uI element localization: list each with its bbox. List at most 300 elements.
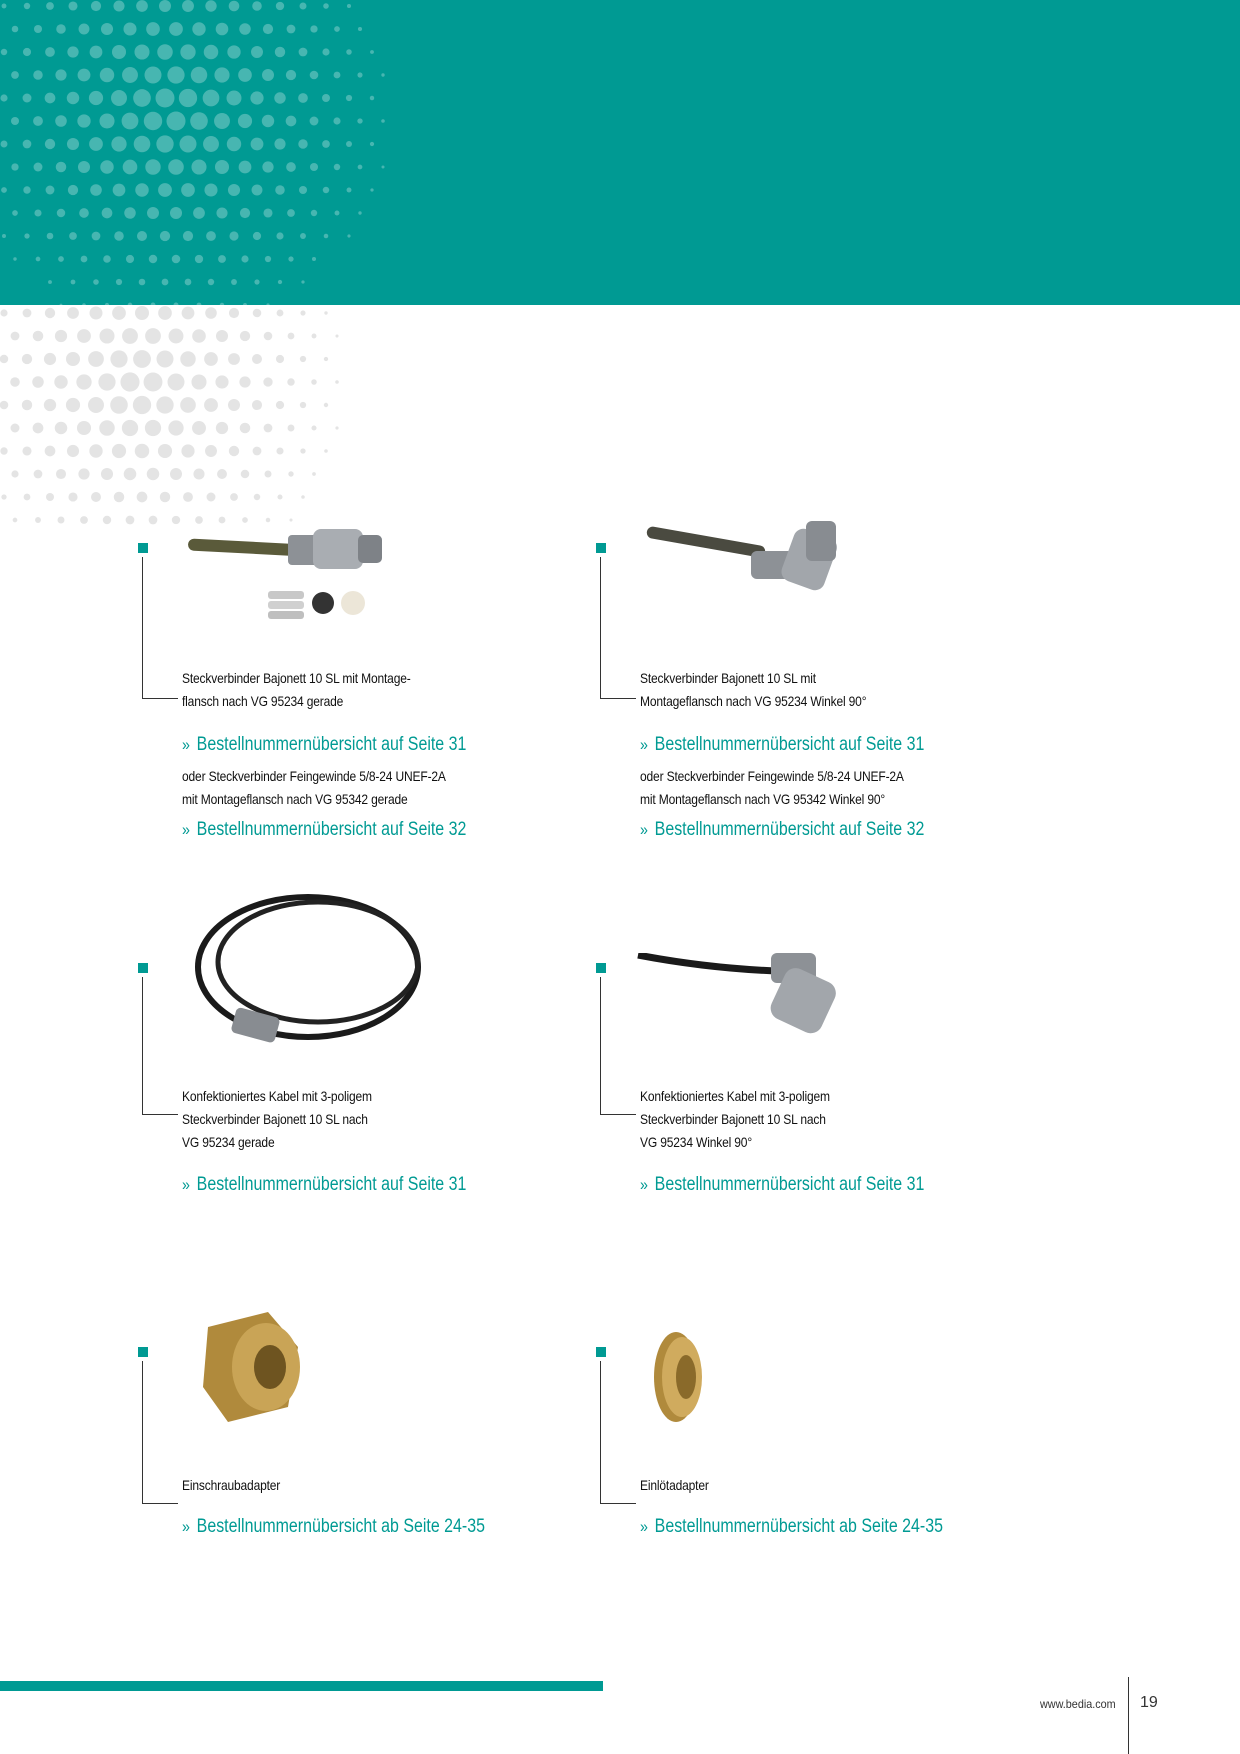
dot	[207, 493, 216, 502]
dot	[276, 232, 283, 239]
dot	[99, 328, 114, 343]
dot	[99, 420, 114, 435]
dot-pattern-decoration	[0, 305, 480, 545]
dot	[251, 46, 263, 58]
dot	[11, 163, 18, 170]
dot	[287, 378, 294, 385]
order-overview-link[interactable]: » Bestellnummernübersicht ab Seite 24-35	[182, 1516, 486, 1537]
dot	[156, 396, 173, 413]
dot	[262, 115, 274, 127]
dot	[192, 22, 205, 35]
dot	[93, 279, 99, 285]
product-item-screw-adapter	[138, 1347, 608, 1677]
dot	[160, 231, 170, 241]
dot	[241, 470, 250, 479]
dot	[36, 257, 41, 262]
dot	[24, 3, 30, 9]
dot	[238, 114, 252, 128]
dot	[135, 444, 149, 458]
dot	[10, 377, 20, 387]
dot	[158, 183, 172, 197]
dot	[190, 112, 208, 130]
order-overview-link[interactable]: » Bestellnummernübersicht auf Seite 31	[182, 734, 467, 755]
dot	[311, 210, 317, 216]
dot	[76, 374, 91, 389]
dot	[277, 310, 284, 317]
dot	[110, 350, 127, 367]
dot	[81, 256, 88, 263]
dot	[203, 136, 219, 152]
dot	[277, 494, 282, 499]
dot	[55, 422, 68, 435]
dot	[288, 256, 293, 261]
dot	[88, 351, 104, 367]
dot	[145, 328, 161, 344]
dot	[120, 372, 139, 391]
dot	[287, 209, 295, 217]
dot	[135, 306, 149, 320]
dot	[55, 115, 67, 127]
dot	[13, 257, 16, 260]
dot	[149, 516, 158, 525]
dot	[346, 49, 352, 55]
dot	[311, 425, 316, 430]
dot	[69, 232, 77, 240]
dot	[216, 23, 229, 36]
dot	[334, 72, 341, 79]
dot	[145, 159, 160, 174]
dot	[114, 492, 125, 503]
dot	[133, 396, 151, 414]
dot	[254, 494, 261, 501]
item-leader-line	[600, 977, 601, 1114]
item-marker	[596, 1347, 606, 1357]
dot	[203, 90, 220, 107]
dot	[133, 89, 151, 107]
dot	[66, 352, 80, 366]
dot	[66, 398, 80, 412]
dot	[370, 188, 373, 191]
dot	[58, 517, 65, 524]
dot	[22, 446, 31, 455]
page-number: 19	[1140, 1694, 1158, 1711]
product-item-connector-straight	[138, 543, 608, 873]
dot	[263, 377, 272, 386]
dot	[11, 332, 20, 341]
dot	[33, 423, 44, 434]
dot	[310, 25, 317, 32]
dot	[11, 117, 19, 125]
dot	[299, 186, 307, 194]
dot	[381, 73, 384, 76]
dot	[205, 445, 217, 457]
order-overview-link[interactable]: » Bestellnummernübersicht auf Seite 32	[182, 819, 467, 840]
dot	[215, 160, 229, 174]
dot	[322, 94, 330, 102]
dot	[298, 139, 307, 148]
dot	[162, 279, 169, 286]
dot	[274, 138, 285, 149]
dot	[11, 424, 20, 433]
dot	[358, 165, 363, 170]
dot	[48, 280, 52, 284]
dot	[45, 139, 55, 149]
dot	[263, 208, 272, 217]
dot	[126, 255, 134, 263]
chevron-icon: »	[640, 1175, 648, 1194]
item-leader-line	[142, 977, 143, 1114]
dot	[335, 426, 338, 429]
dot	[79, 24, 90, 35]
item-caption: Steckverbinder Bajonett 10 SL mit Montageflansch nach VG 95234 Winkel 90°	[640, 670, 867, 709]
dot	[324, 234, 329, 239]
dot	[335, 211, 340, 216]
dot	[160, 492, 170, 502]
item-marker	[138, 543, 148, 553]
dot	[112, 444, 126, 458]
dot	[239, 161, 252, 174]
dot	[322, 140, 330, 148]
dot	[1, 494, 6, 499]
cable-straight-image	[178, 887, 438, 1077]
dot	[46, 2, 54, 10]
dot	[80, 516, 88, 524]
dot	[34, 163, 43, 172]
dot	[122, 113, 139, 130]
dot	[312, 334, 317, 339]
dot	[238, 68, 252, 82]
order-overview-link[interactable]: » Bestellnummernübersicht auf Seite 32	[640, 819, 925, 840]
footer-separator	[1128, 1677, 1129, 1754]
dot	[170, 207, 182, 219]
dot	[90, 184, 102, 196]
dot	[168, 159, 184, 175]
dot	[124, 207, 136, 219]
dot	[278, 280, 282, 284]
product-item-cable-angled	[596, 963, 1066, 1293]
dot-pattern-header	[0, 0, 480, 305]
dot	[137, 231, 147, 241]
alt-caption: oder Steckverbinder Feingewinde 5/8-24 UNEF-2A mit Montageflansch nach VG 95342 Winkel 90°	[640, 768, 904, 807]
dot	[0, 401, 8, 410]
dot	[89, 91, 103, 105]
item-leader-line	[142, 1361, 143, 1503]
dot	[334, 26, 340, 32]
dot	[67, 92, 79, 104]
dot	[68, 1, 77, 10]
dot	[205, 0, 216, 11]
dot	[179, 135, 196, 152]
dot	[252, 400, 262, 410]
dot	[324, 357, 328, 361]
dot	[91, 492, 101, 502]
dot	[103, 516, 111, 524]
order-overview-link[interactable]: » Bestellnummernübersicht auf Seite 31	[182, 1174, 467, 1195]
dot	[288, 333, 295, 340]
dot	[300, 310, 305, 315]
item-leader-line	[600, 557, 601, 698]
dot	[323, 3, 329, 9]
dot	[91, 1, 101, 11]
dot	[58, 256, 64, 262]
dot	[192, 421, 206, 435]
dot	[147, 207, 159, 219]
dot	[22, 354, 32, 364]
dot	[227, 45, 240, 58]
item-marker	[596, 543, 606, 553]
dot	[112, 45, 126, 59]
dot	[181, 183, 195, 197]
dot	[147, 468, 160, 481]
dot	[172, 255, 181, 264]
product-item-connector-angled	[596, 543, 1066, 873]
dot	[78, 468, 89, 479]
screw-adapter-image	[178, 1307, 438, 1437]
dot	[381, 165, 384, 168]
dot	[262, 161, 273, 172]
dot	[0, 309, 7, 316]
dot	[179, 89, 197, 107]
dot	[46, 186, 55, 195]
dot	[100, 68, 114, 82]
product-item-cable-straight	[138, 963, 608, 1293]
dot	[33, 70, 42, 79]
dot	[34, 25, 42, 33]
dot	[250, 91, 263, 104]
dot	[92, 232, 101, 241]
dot	[195, 255, 203, 263]
dot	[286, 116, 297, 127]
dot	[1, 49, 7, 55]
dot	[181, 444, 194, 457]
dot	[300, 233, 306, 239]
dot	[264, 332, 273, 341]
footer-website[interactable]: www.bedia.com	[1040, 1697, 1116, 1711]
dot	[144, 112, 162, 130]
dot	[182, 0, 194, 12]
dot	[193, 207, 205, 219]
item-leader-line	[600, 1361, 601, 1503]
dot	[204, 352, 218, 366]
product-item-solder-adapter	[596, 1347, 1066, 1677]
dot	[312, 472, 316, 476]
dot	[12, 26, 19, 33]
dot	[67, 46, 78, 57]
dot	[0, 355, 8, 363]
dot	[33, 116, 43, 126]
dot	[68, 492, 77, 501]
dot	[111, 90, 127, 106]
solder-adapter-image	[636, 1317, 896, 1447]
dot	[77, 421, 91, 435]
dot	[205, 307, 217, 319]
order-overview-link[interactable]: » Bestellnummernübersicht ab Seite 24-35	[640, 1516, 944, 1537]
dot	[35, 517, 41, 523]
dot	[124, 468, 137, 481]
dot	[55, 330, 67, 342]
item-caption: Konfektioniertes Kabel mit 3-poligem Steckverbinder Bajonett 10 SL nach VG 95234 Winkel 90°	[640, 1088, 830, 1150]
dot	[347, 4, 351, 8]
dot	[276, 401, 284, 409]
order-overview-link[interactable]: » Bestellnummernübersicht auf Seite 31	[640, 1174, 925, 1195]
dot	[156, 89, 175, 108]
dot	[57, 209, 65, 217]
cable-angled-image	[636, 953, 896, 1083]
dot	[23, 48, 31, 56]
dot	[252, 1, 262, 11]
dot	[265, 256, 271, 262]
dot	[275, 185, 285, 195]
item-caption: Konfektioniertes Kabel mit 3-poligem Steckverbinder Bajonett 10 SL nach VG 95234 gerade	[182, 1088, 372, 1150]
dot	[334, 164, 340, 170]
dot	[135, 183, 148, 196]
dot	[100, 160, 113, 173]
dot	[229, 1, 240, 12]
dot	[228, 353, 240, 365]
dot	[167, 66, 184, 83]
dot	[101, 468, 113, 480]
dot	[113, 0, 124, 11]
dot	[103, 255, 111, 263]
dot	[67, 445, 79, 457]
dot	[300, 356, 306, 362]
dot	[170, 468, 182, 480]
dot	[254, 279, 259, 284]
dot	[333, 117, 340, 124]
dot	[240, 423, 251, 434]
dot	[1, 141, 8, 148]
item-marker	[138, 963, 148, 973]
dot	[157, 351, 174, 368]
dot	[312, 257, 316, 261]
dot	[193, 468, 204, 479]
dot	[276, 2, 284, 10]
dot	[298, 93, 308, 103]
dot	[56, 24, 66, 34]
item-leader-line	[142, 557, 143, 698]
dot	[90, 46, 103, 59]
dot	[276, 355, 284, 363]
dot	[324, 403, 328, 407]
dot	[166, 111, 185, 130]
dot	[146, 22, 160, 36]
dot	[23, 140, 32, 149]
dot	[71, 280, 76, 285]
dot	[216, 422, 228, 434]
dot	[34, 470, 43, 479]
dot	[287, 25, 296, 34]
dot	[122, 67, 138, 83]
dot	[299, 2, 306, 9]
dot	[168, 420, 183, 435]
dot	[1, 187, 7, 193]
dot	[79, 208, 89, 218]
dot	[263, 24, 273, 34]
dot	[310, 71, 319, 80]
dot	[78, 69, 91, 82]
dot	[204, 183, 217, 196]
dot	[214, 67, 229, 82]
dot	[288, 471, 293, 476]
dot	[134, 44, 149, 59]
dot	[183, 492, 193, 502]
dot	[324, 449, 328, 453]
dot	[145, 420, 161, 436]
item-marker	[138, 1347, 148, 1357]
dot	[357, 118, 362, 123]
dot	[2, 4, 7, 9]
item-caption: Einlötadapter	[640, 1477, 709, 1493]
dot	[370, 96, 374, 100]
dot	[157, 44, 173, 60]
chevron-icon: »	[182, 820, 190, 839]
dot	[112, 306, 126, 320]
dot	[32, 376, 43, 387]
chevron-icon: »	[182, 1517, 190, 1536]
chevron-icon: »	[640, 1517, 648, 1536]
dot	[159, 0, 171, 12]
dot	[44, 353, 56, 365]
dot	[134, 136, 151, 153]
dot	[300, 448, 305, 453]
dot	[111, 136, 126, 151]
dot	[310, 117, 319, 126]
dot	[13, 518, 18, 523]
dot	[347, 234, 350, 237]
straight-connector-image	[178, 521, 438, 651]
dot	[45, 47, 55, 57]
dot	[191, 159, 206, 174]
dot	[180, 44, 195, 59]
dot	[286, 70, 296, 80]
dot	[240, 208, 250, 218]
dot	[22, 400, 32, 410]
order-overview-link[interactable]: » Bestellnummernübersicht auf Seite 31	[640, 734, 925, 755]
dot	[0, 447, 7, 454]
dot	[11, 470, 18, 477]
dot	[229, 308, 239, 318]
dot	[139, 279, 146, 286]
dot	[45, 446, 56, 457]
dot	[44, 399, 56, 411]
dot	[218, 255, 226, 263]
dot	[253, 232, 261, 240]
dot	[68, 185, 78, 195]
dot	[23, 186, 30, 193]
dot	[34, 209, 41, 216]
dot	[323, 187, 330, 194]
dot	[274, 92, 285, 103]
chevron-icon: »	[182, 1175, 190, 1194]
dot	[158, 306, 172, 320]
dot	[47, 233, 54, 240]
dot	[116, 279, 122, 285]
dot	[67, 307, 79, 319]
dot	[123, 22, 136, 35]
dot	[55, 69, 66, 80]
dot	[0, 94, 7, 101]
dot	[347, 188, 352, 193]
dot	[24, 494, 31, 501]
chevron-icon: »	[640, 735, 648, 754]
dot	[23, 309, 32, 318]
dot	[191, 374, 206, 389]
dot	[214, 113, 230, 129]
dot	[77, 114, 90, 127]
dot	[122, 420, 138, 436]
dot	[276, 447, 283, 454]
dot	[310, 163, 318, 171]
